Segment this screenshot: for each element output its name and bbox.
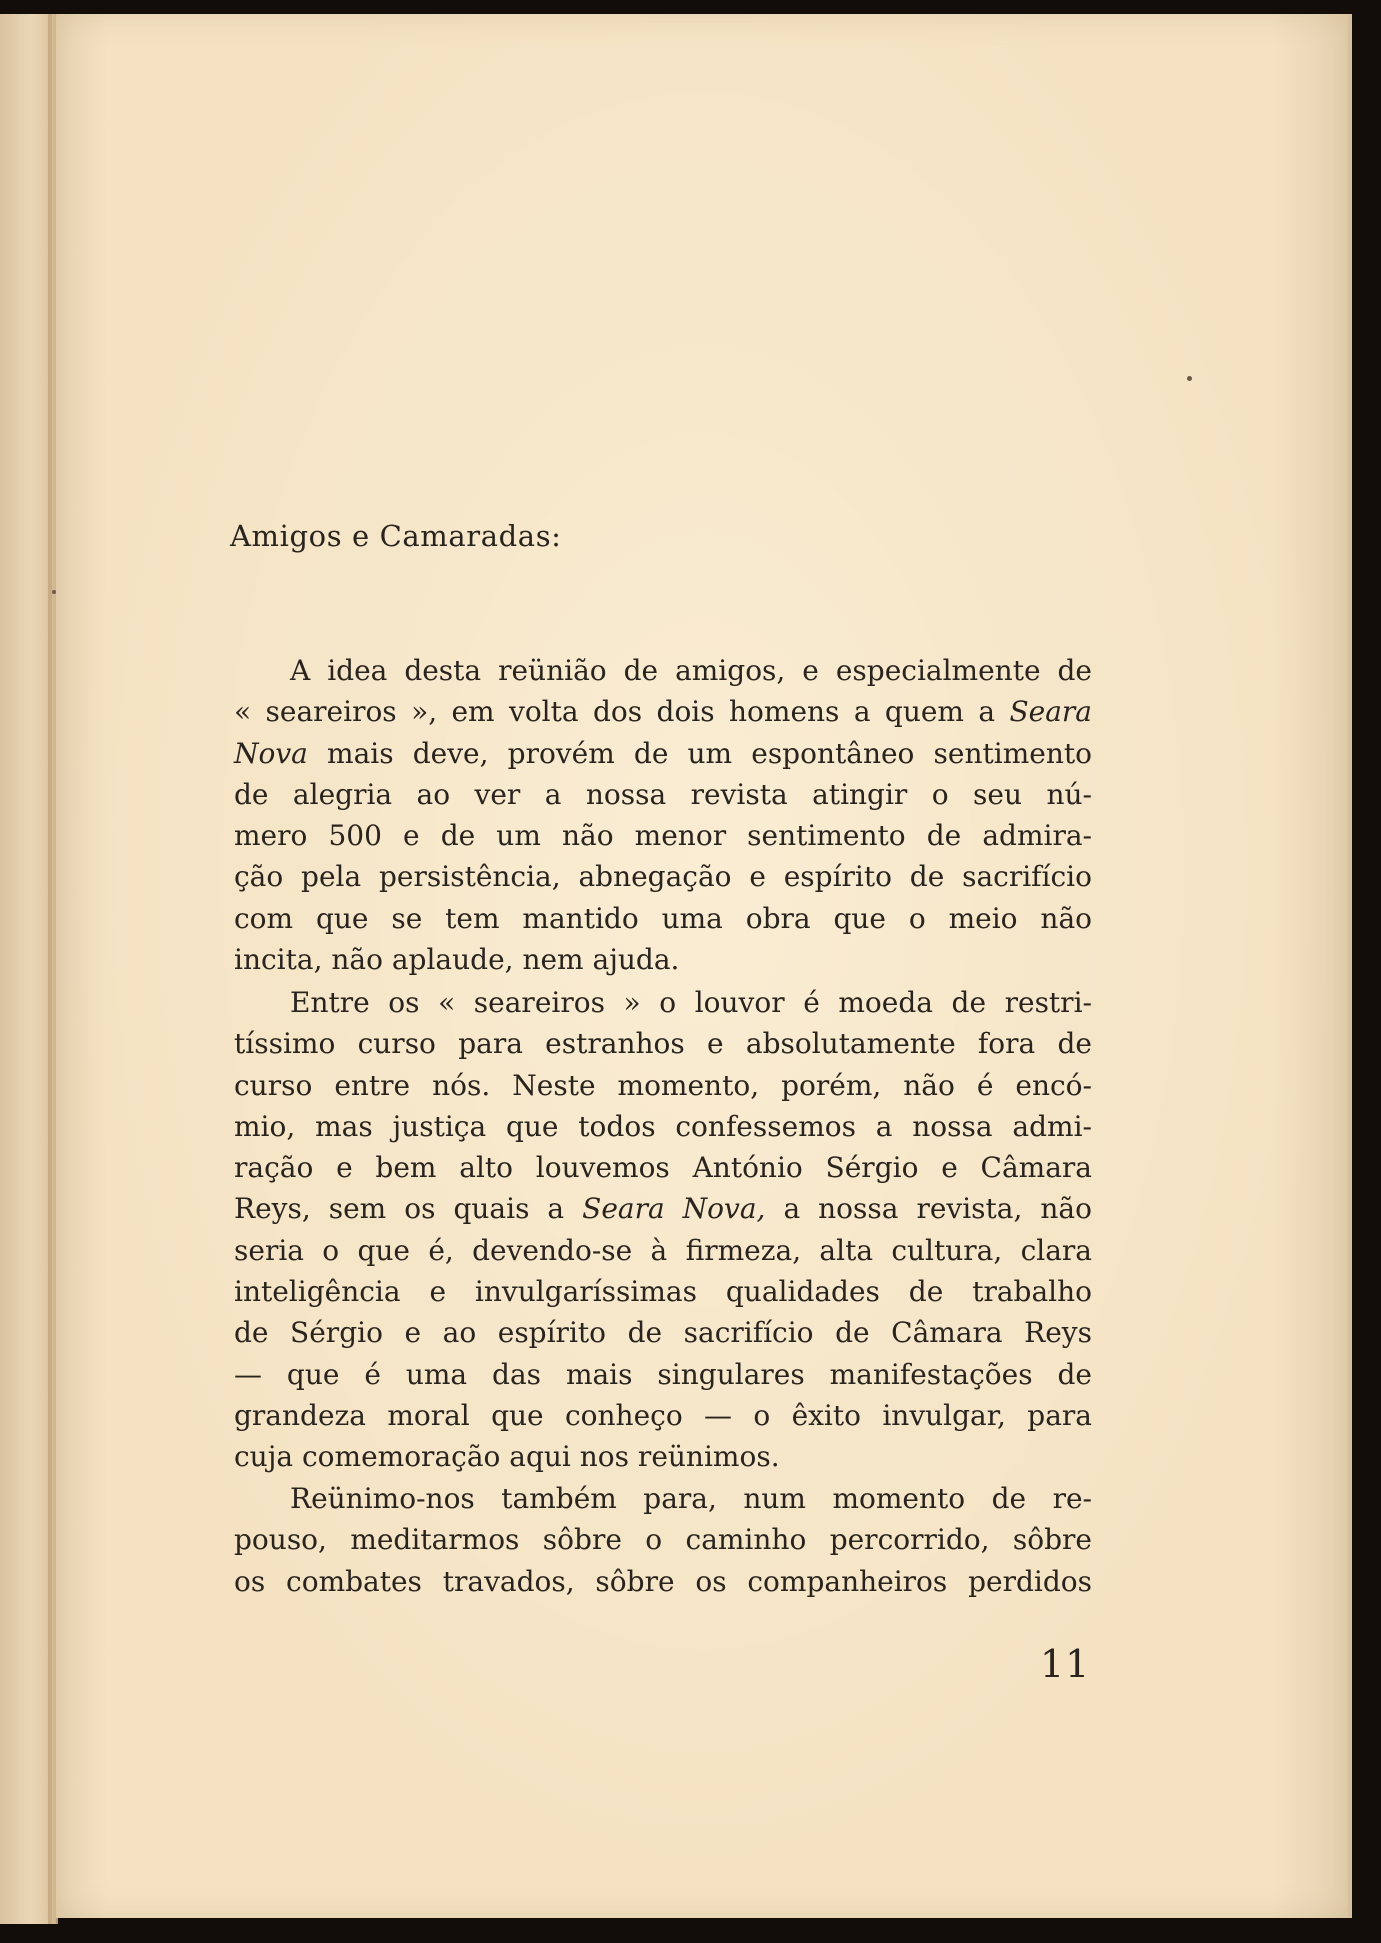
paragraph-line: de alegria ao ver a nossa revista atingir o seu nú-	[234, 777, 1092, 811]
paragraph-line: mio, mas justiça que todos confessemos a nossa admi-	[234, 1109, 1092, 1143]
paragraph-line: mero 500 e de um não menor sentimento de admira-	[234, 819, 1092, 853]
paragraph-line: seria o que é, devendo-se à firmeza, alta cultura, clara	[234, 1233, 1092, 1267]
paragraph-line: tíssimo curso para estranhos e absolutamente fora de	[234, 1027, 1092, 1061]
paragraph-line: A idea desta reünião de amigos, e especialmente de	[290, 654, 1092, 687]
paragraph-line: os combates travados, sôbre os companheiros perdidos	[234, 1564, 1092, 1598]
page-number: 11	[1040, 1642, 1091, 1686]
paragraph-line: — que é uma das mais singulares manifestações de	[234, 1357, 1092, 1391]
paragraph-line: curso entre nós. Neste momento, porém, não é encó-	[234, 1068, 1092, 1102]
paper-speck	[1187, 376, 1192, 381]
paragraph-line: incita, não aplaude, nem ajuda.	[234, 943, 680, 977]
paragraph-3	[234, 1478, 1092, 1602]
page-right-edge	[1348, 14, 1352, 1918]
book-spine-fold	[48, 14, 52, 1924]
salutation: Amigos e Camaradas:	[230, 519, 562, 553]
paragraph-2	[234, 982, 1092, 1478]
paragraph-line: inteligência e invulgaríssimas qualidades de trabalho	[234, 1275, 1092, 1309]
paragraph-line: ração e bem alto louvemos António Sérgio e Câmara	[234, 1151, 1092, 1185]
paragraph-line: Reünimo-nos também para, num momento de re-	[290, 1482, 1092, 1515]
paragraph-line: « seareiros », em volta dos dois homens a quem a Seara	[234, 695, 1092, 729]
paper-speck	[52, 590, 56, 594]
paragraph-line: com que se tem mantido uma obra que o meio não	[234, 901, 1092, 935]
paragraph-line: de Sérgio e ao espírito de sacrifício de Câmara Reys	[234, 1316, 1092, 1350]
paragraph-1	[234, 650, 1092, 980]
paragraph-line: Nova mais deve, provém de um espontâneo sentimento	[234, 736, 1092, 770]
paragraph-line: pouso, meditarmos sôbre o caminho percorrido, sôbre	[234, 1523, 1092, 1557]
paragraph-line: ção pela persistência, abnegação e espírito de sacrifício	[234, 860, 1092, 894]
paragraph-line: grandeza moral que conheço — o êxito invulgar, para	[234, 1398, 1092, 1432]
paragraph-line: cuja comemoração aqui nos reünimos.	[234, 1440, 780, 1474]
paragraph-line: Entre os « seareiros » o louvor é moeda de restri-	[290, 986, 1092, 1019]
paragraph-line: Reys, sem os quais a Seara Nova, a nossa revista, não	[234, 1192, 1092, 1226]
